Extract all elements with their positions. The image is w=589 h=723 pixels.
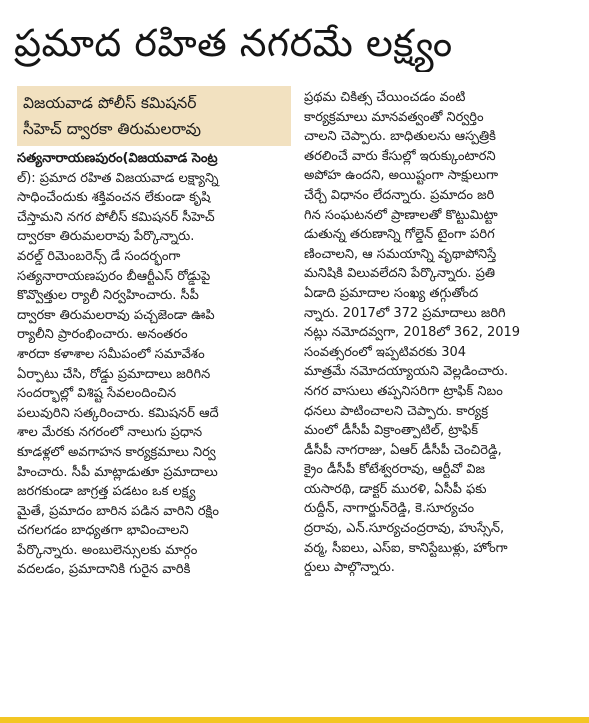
article-line: చగలగడం బాధ్యతగా భావించాలని: [17, 523, 189, 539]
article-line: సంవత్సరంలో ఇప్పటివరకు 304: [304, 344, 467, 360]
article-line: నట్లు నమోదవ్వగా, 2018లో 362, 2019: [304, 325, 521, 341]
article-line: డీసీపీ నాగరాజు, ఏఆర్ డీసీపీ చెంచిరెడ్డి,: [304, 442, 502, 458]
article-line: కార్యక్రమాలు మానవత్వంతో నిర్వర్తిం: [304, 109, 484, 125]
article-line: డుతున్న తరుణాన్ని గోల్డెన్ టైంగా పరిగ: [304, 227, 495, 243]
article-line: కూడళ్లలో అవగాహన కార్యక్రమాలు నిర్వ: [17, 444, 216, 460]
article-line: మంలో డీసీపీ విక్రాంత్పాటిల్, ట్రాఫిక్: [304, 423, 479, 439]
headline: ప్రమాద రహిత నగరమే లక్ష్యం: [14, 21, 453, 65]
article-line: హించారు. సీపీ మాట్లాడుతూ ప్రమాదాలు: [17, 464, 218, 480]
article-line: ల్): ప్రమాద రహిత విజయవాడ లక్ష్యాన్ని: [17, 170, 219, 186]
article-column-left: [17, 149, 289, 580]
article-line: మాత్రమే నమోదయ్యాయని వెల్లడించారు.: [304, 364, 509, 380]
article-line: చేస్తామని నగర పోలీస్ కమిషనర్ సీహెచ్: [17, 209, 215, 225]
subheadline-line-2: సీహెచ్ ద్వారకా తిరుమలరావు: [23, 120, 201, 138]
article-line: వర్మ, సీఐలు, ఎస్ఐ, కానిస్టేబుళ్లు, హోంగా: [304, 540, 508, 556]
article-line: సత్యనారాయణపురం(విజయవాడ సెంట్ర: [17, 151, 218, 166]
article-line: శాల మేరకు నగరంలో నాలుగు ప్రధాన: [17, 425, 203, 441]
page-bottom-bar: [0, 717, 589, 723]
article-line: వదలడం, ప్రమాదానికి గురైన వారికి: [17, 562, 191, 578]
article-line: కొవ్వొత్తుల ర్యాలీ నిర్వహించారు. సీపీ: [17, 288, 199, 304]
article-line: గిన సంఘటనలో ప్రాణాలతో కొట్టుమిట్టా: [304, 207, 498, 223]
article-line: క్రైం డీసీపీ కోటేశ్వరరావు, ఆర్టీవో విజ: [304, 462, 486, 478]
article-line: ఏడాది ప్రమాదాల సంఖ్య తగ్గుతోంద: [304, 285, 479, 301]
subheadline-line-1: విజయవాడ పోలీస్ కమిషనర్: [23, 94, 197, 112]
article-line: నగర వాసులు తప్పనిసరిగా ట్రాఫిక్ నిబం: [304, 383, 503, 399]
article-line: ఏర్పాటు చేసి, రోడ్డు ప్రమాదాలు జరిగిన: [17, 366, 211, 382]
article-column-right: [304, 88, 580, 578]
article-line: శారదా కళాశాల సమీపంలో సమావేశం: [17, 346, 205, 362]
article-line: పేర్కొన్నారు. అంబులెన్సులకు మార్గం: [17, 542, 198, 558]
article-line: ద్వారకా తిరుమలరావు పేర్కొన్నారు.: [17, 229, 195, 245]
article-line: సందర్భాల్లో విశిష్ట సేవలందించిన: [17, 386, 177, 402]
article-line: వరల్డ్ రిమెంబరెన్స్ డే సందర్భంగా: [17, 248, 181, 264]
article-line: మైతే, ప్రమాదం బారిన పడిన వారిని రక్షిం: [17, 503, 219, 519]
article-line: చేర్చే విధానం లేదన్నారు. ప్రమాదం జరి: [304, 187, 495, 203]
article-line: సత్యనారాయణపురం బీఆర్టీఎస్ రోడ్డుపై: [17, 268, 211, 284]
article-line: మనిషికి విలువలేదని పేర్కొన్నారు. ప్రతి: [304, 266, 496, 282]
article-line: జరగకుండా జాగ్రత్త పడటం ఒక లక్ష్య: [17, 484, 196, 500]
article-line: ద్రరావు, ఎన్.సూర్యచంద్రరావు, హుస్సేన్,: [304, 521, 505, 537]
article-line: అపోహ ఉందని, అయిష్టంగా సాక్షులుగా: [304, 168, 499, 184]
article-line: పలువురిని సత్కరించారు. కమిషనర్ ఆదే: [17, 405, 219, 421]
article-line: సాధించేందుకు శక్తివంచన లేకుండా కృషి: [17, 190, 211, 206]
article-line: ప్రథమ చికిత్స చేయించడం వంటి: [304, 90, 466, 105]
subheadline-box: [17, 86, 291, 146]
article-line: యసారథి, డాక్టర్ మురళి, ఏసీపీ ఫకు: [304, 481, 487, 497]
article-line: ణించాలని, ఆ సమయాన్ని వృథాపోనిస్తే: [304, 246, 497, 262]
article-line: చాలని చెప్పారు. బాధితులను ఆస్పత్రికి: [304, 129, 496, 145]
article-line: ధనలు పాటించాలని చెప్పారు. కార్యక్ర: [304, 403, 489, 419]
article-line: తరలించే వారు కేసుల్లో ఇరుక్కుంటారని: [304, 148, 496, 164]
article-line: ర్యాలీని ప్రారంభించారు. అనంతరం: [17, 327, 188, 343]
article-line: ర్డులు పాల్గొన్నారు.: [304, 560, 395, 576]
article-line: రుద్దీన్, నాగార్జున్‌రెడ్డి, కె.సూర్యచం: [304, 501, 475, 517]
article-line: న్నారు. 2017లో 372 ప్రమాదాలు జరిగి: [304, 305, 506, 321]
article-line: ద్వారకా తిరుమలరావు పచ్చజెండా ఊపి: [17, 307, 215, 323]
